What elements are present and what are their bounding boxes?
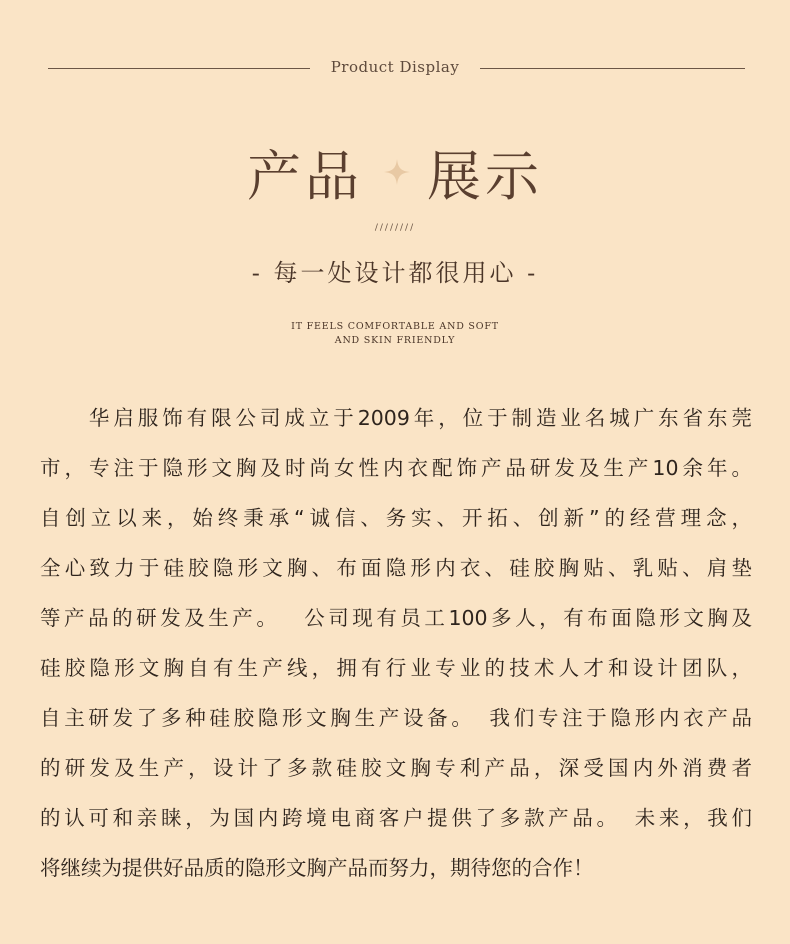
- intro-line: 将继续为提供好品质的隐形文胸产品而努力，期待您的合作！: [40, 856, 594, 880]
- product-display-label: Product Display: [330, 58, 460, 76]
- intro-line: 华启服饰有限公司成立于2009年，位于制造业名城广东省东莞: [40, 406, 752, 430]
- title-right: 展示: [427, 144, 543, 208]
- title-left: 产品: [247, 144, 363, 208]
- top-rule-row: [48, 58, 745, 80]
- intro-line: 自创立以来，始终秉承“诚信、务实、开拓、创新”的经营理念，: [40, 506, 752, 530]
- intro-line: 自主研发了多种硅胶隐形文胸生产设备。 我们专注于隐形内衣产品: [40, 706, 752, 730]
- intro-line: 的认可和亲睐，为国内跨境电商客户提供了多款产品。 未来，我们: [40, 806, 752, 830]
- company-intro-text: [40, 393, 752, 893]
- tagline: [0, 320, 790, 348]
- intro-line: 硅胶隐形文胸自有生产线，拥有行业专业的技术人才和设计团队，: [40, 656, 752, 680]
- intro-line: 的研发及生产，设计了多款硅胶文胸专利产品，深受国内外消费者: [40, 756, 752, 780]
- tagline-line-1: IT FEELS COMFORTABLE AND SOFT: [291, 321, 499, 332]
- four-point-star-icon: [383, 158, 411, 186]
- slash-ornament: ////////: [374, 223, 416, 233]
- intro-line: 等产品的研发及生产。 公司现有员工100多人，有布面隐形文胸及: [40, 606, 752, 630]
- left-divider-line: [48, 68, 310, 69]
- intro-line: 全心致力于硅胶隐形文胸、布面隐形内衣、硅胶胸贴、乳贴、肩垫: [40, 556, 752, 580]
- tagline-line-2: AND SKIN FRIENDLY: [334, 335, 456, 346]
- section-title: [0, 137, 790, 207]
- subtitle: - 每一处设计都很用心 -: [251, 259, 539, 287]
- intro-line: 市，专注于隐形文胸及时尚女性内衣配饰产品研发及生产10余年。: [40, 456, 752, 480]
- right-divider-line: [480, 68, 745, 69]
